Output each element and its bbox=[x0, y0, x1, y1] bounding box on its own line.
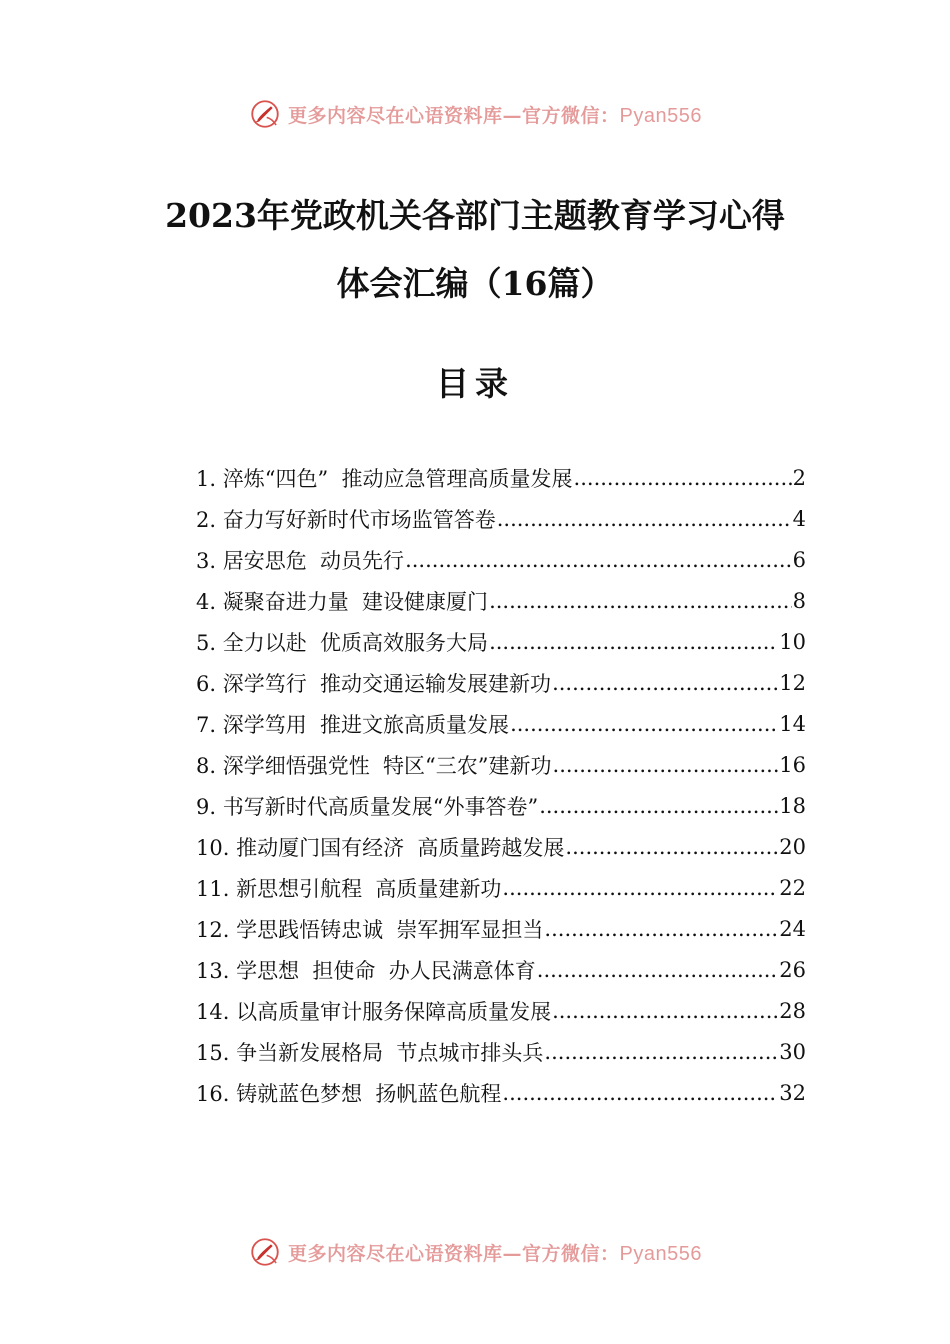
toc-entry[interactable] bbox=[196, 867, 806, 908]
pen-seal-icon bbox=[248, 1235, 282, 1269]
toc-entry-title: 3. 居安思危 动员先行 bbox=[196, 548, 405, 573]
toc-dot-leader bbox=[510, 712, 778, 736]
toc-dot-leader bbox=[552, 999, 778, 1023]
toc-entry[interactable] bbox=[196, 703, 806, 744]
toc-entry[interactable] bbox=[196, 580, 806, 621]
toc-entry-page: 6 bbox=[792, 547, 806, 572]
toc-entry-page: 20 bbox=[779, 834, 806, 859]
toc-entry-page: 32 bbox=[779, 1080, 806, 1105]
toc-entry-title: 16. 铸就蓝色梦想 扬帆蓝色航程 bbox=[196, 1081, 502, 1106]
toc-entry-page: 10 bbox=[779, 629, 806, 654]
document-title-line-1: 2023年党政机关各部门主题教育学习心得 bbox=[165, 196, 785, 235]
toc-entry-title: 14. 以高质量审计服务保障高质量发展 bbox=[196, 999, 552, 1024]
toc-dot-leader bbox=[489, 589, 792, 613]
toc-entry-title: 15. 争当新发展格局 节点城市排头兵 bbox=[196, 1040, 544, 1065]
toc-entry[interactable] bbox=[196, 457, 806, 498]
toc-entry-title: 6. 深学笃行 推动交通运输发展建新功 bbox=[196, 671, 552, 696]
toc-entry[interactable] bbox=[196, 1072, 806, 1113]
toc-entry-page: 26 bbox=[779, 957, 806, 982]
toc-dot-leader bbox=[489, 630, 778, 654]
toc-dot-leader bbox=[405, 548, 792, 572]
toc-entry-title: 1. 淬炼“四色” 推动应急管理高质量发展 bbox=[196, 466, 573, 491]
toc-entry-title: 11. 新思想引航程 高质量建新功 bbox=[196, 876, 502, 901]
toc-entry-page: 8 bbox=[792, 588, 806, 613]
toc-entry[interactable] bbox=[196, 498, 806, 539]
watermark-footer bbox=[0, 1232, 950, 1272]
toc-entry-page: 16 bbox=[779, 752, 806, 777]
pen-seal-icon bbox=[248, 97, 282, 131]
toc-dot-leader bbox=[539, 794, 778, 818]
watermark-text: 更多内容尽在心语资料库—官方微信：Pyan556 bbox=[288, 1242, 702, 1265]
toc-entry-title: 12. 学思践悟铸忠诚 崇军拥军显担当 bbox=[196, 917, 544, 942]
toc-dot-leader bbox=[537, 958, 778, 982]
toc-entry-page: 2 bbox=[792, 465, 806, 490]
toc-entry[interactable] bbox=[196, 621, 806, 662]
toc-dot-leader bbox=[544, 1040, 778, 1064]
toc-entry-page: 14 bbox=[779, 711, 806, 736]
toc-entry-title: 5. 全力以赴 优质高效服务大局 bbox=[196, 630, 489, 655]
toc-entry-page: 12 bbox=[779, 670, 806, 695]
toc-entry-page: 22 bbox=[779, 875, 806, 900]
toc-entry-title: 13. 学思想 担使命 办人民满意体育 bbox=[196, 958, 536, 983]
toc-entry-title: 8. 深学细悟强党性 特区“三农”建新功 bbox=[196, 753, 552, 778]
toc-dot-leader bbox=[552, 671, 778, 695]
toc-entry[interactable] bbox=[196, 744, 806, 785]
toc-dot-leader bbox=[502, 1081, 778, 1105]
toc-dot-leader bbox=[544, 917, 778, 941]
toc-entry-page: 4 bbox=[792, 506, 806, 531]
table-of-contents bbox=[196, 457, 806, 1113]
toc-entry-page: 30 bbox=[779, 1039, 806, 1064]
toc-entry[interactable] bbox=[196, 949, 806, 990]
toc-entry-title: 10. 推动厦门国有经济 高质量跨越发展 bbox=[196, 835, 565, 860]
toc-entry-title: 9. 书写新时代高质量发展“外事答卷” bbox=[196, 794, 539, 819]
toc-entry[interactable] bbox=[196, 785, 806, 826]
toc-dot-leader bbox=[502, 876, 778, 900]
document-title-line-2: 体会汇编（16篇） bbox=[336, 264, 614, 303]
toc-entry[interactable] bbox=[196, 1031, 806, 1072]
toc-entry-title: 4. 凝聚奋进力量 建设健康厦门 bbox=[196, 589, 489, 614]
toc-entry-page: 28 bbox=[779, 998, 806, 1023]
toc-entry[interactable] bbox=[196, 662, 806, 703]
toc-entry[interactable] bbox=[196, 990, 806, 1031]
toc-dot-leader bbox=[497, 507, 792, 531]
toc-entry-page: 18 bbox=[779, 793, 806, 818]
toc-dot-leader bbox=[553, 753, 779, 777]
toc-entry-title: 2. 奋力写好新时代市场监管答卷 bbox=[196, 507, 496, 532]
toc-dot-leader bbox=[565, 835, 778, 859]
watermark-header bbox=[0, 94, 950, 134]
toc-entry-title: 7. 深学笃用 推进文旅高质量发展 bbox=[196, 712, 510, 737]
toc-dot-leader bbox=[574, 466, 792, 490]
toc-entry[interactable] bbox=[196, 908, 806, 949]
toc-entry[interactable] bbox=[196, 826, 806, 867]
toc-entry[interactable] bbox=[196, 539, 806, 580]
toc-entry-page: 24 bbox=[779, 916, 806, 941]
toc-heading: 目录 bbox=[436, 364, 514, 403]
watermark-text: 更多内容尽在心语资料库—官方微信：Pyan556 bbox=[288, 104, 702, 127]
